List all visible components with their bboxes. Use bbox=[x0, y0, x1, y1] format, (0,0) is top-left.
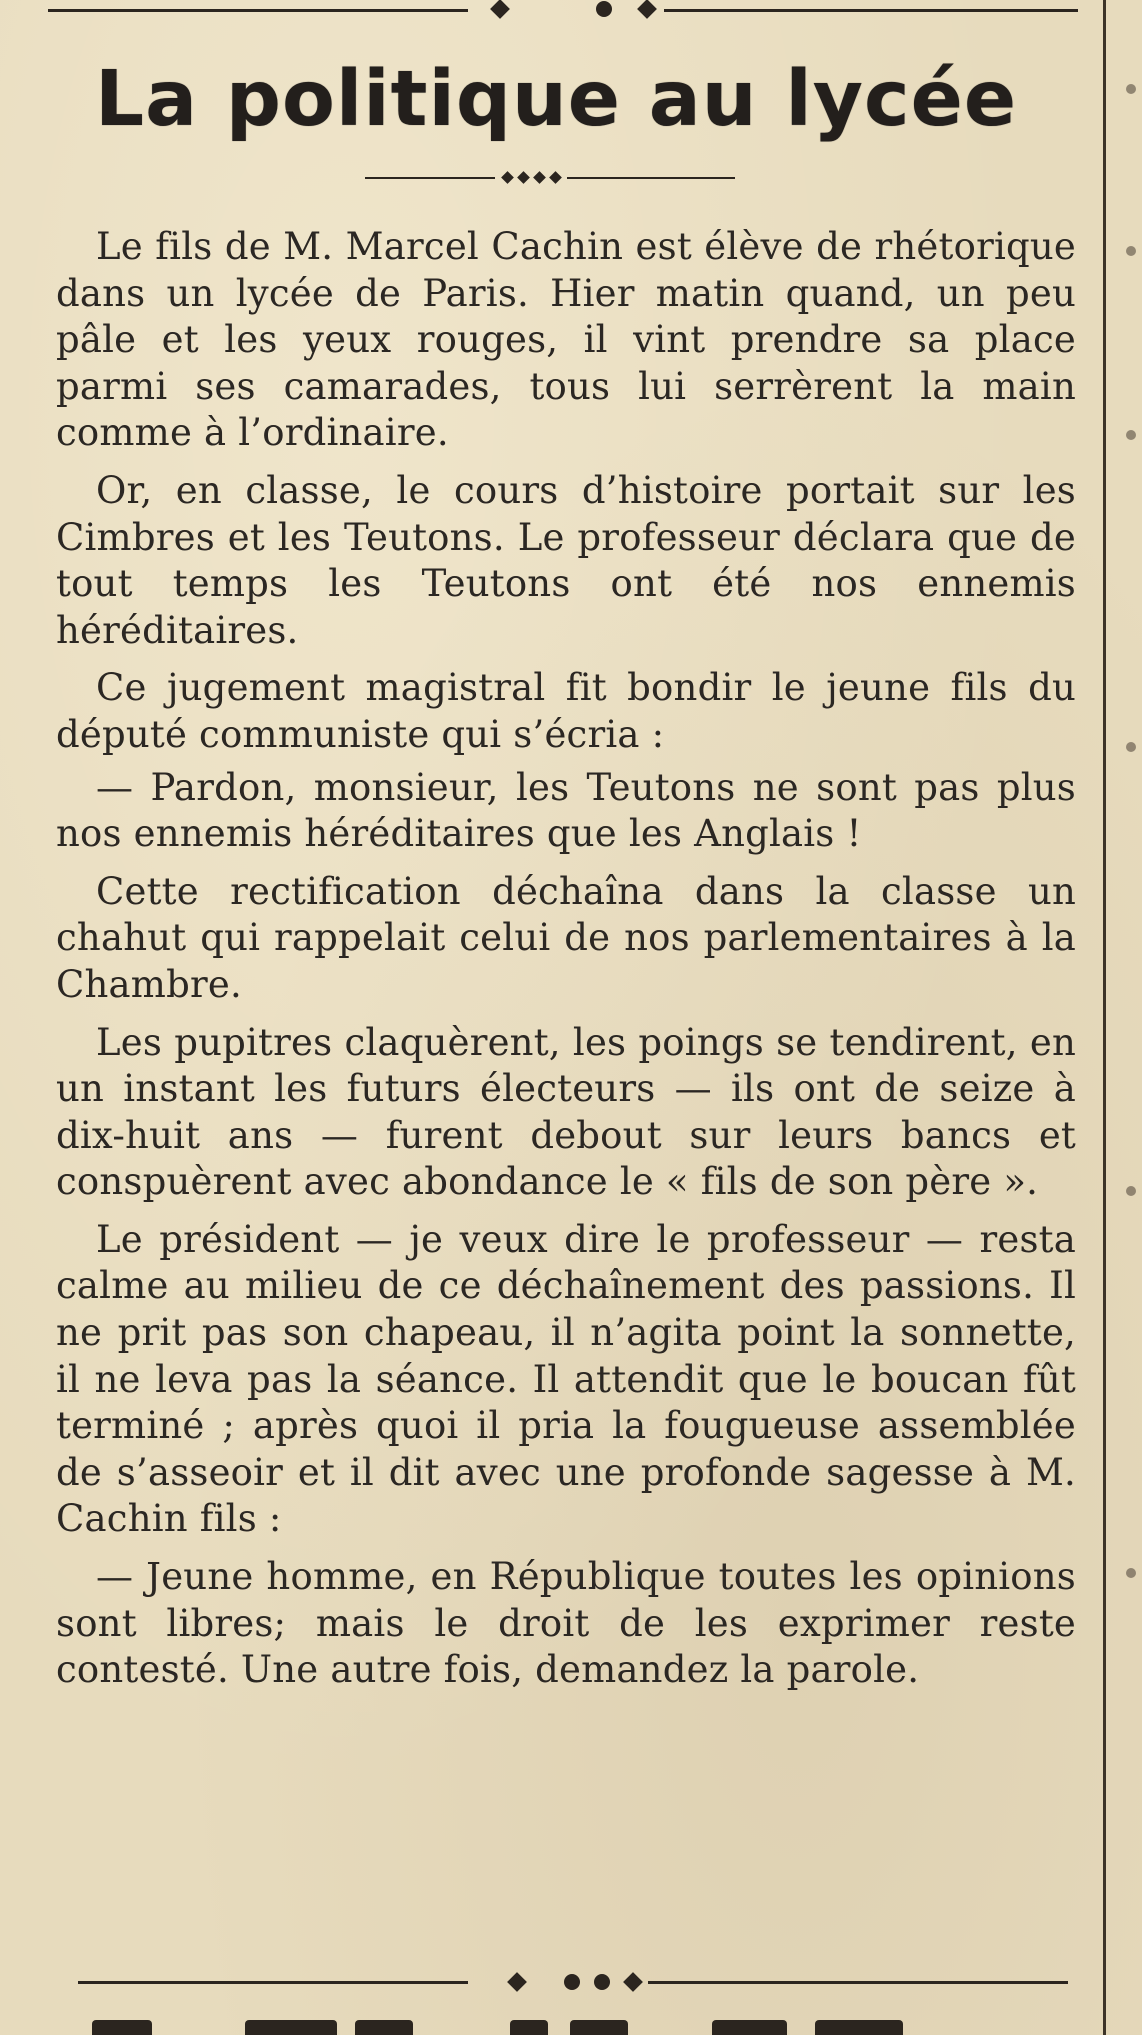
column-divider bbox=[1103, 0, 1106, 2035]
article-paragraph: Cette rectification déchaîna dans la classe un chahut qui rappelait celui de nos parlementaires à la Chambre. bbox=[56, 869, 1076, 1006]
bottom-ornament-rule bbox=[78, 1972, 1068, 1994]
adjacent-column-fragment bbox=[1120, 0, 1142, 2035]
title-separator bbox=[365, 170, 735, 186]
article-title: La politique au lycée bbox=[95, 55, 1018, 144]
article-paragraph: Le fils de M. Marcel Cachin est élève de rhétorique dans un lycée de Paris. Hier matin quand, un peu pâle et les yeux rouges, il vint prendre sa place parmi ses camarades, tous lui serrèrent la main comme à l’ordinaire. bbox=[56, 225, 1076, 455]
article-paragraph: — Pardon, monsieur, les Teutons ne sont pas plus nos ennemis héréditaires que les Anglais ! bbox=[56, 765, 1076, 856]
article-paragraph: Or, en classe, le cours d’histoire portait sur les Cimbres et les Teutons. Le professeur déclara que de tout temps les Teutons ont été nos ennemis héréditaires. bbox=[56, 468, 1076, 652]
article-body bbox=[56, 224, 1076, 1705]
article-paragraph: — Jeune homme, en République toutes les opinions sont libres; mais le droit de les exprimer reste contesté. Une autre fois, demandez la parole. bbox=[56, 1555, 1076, 1692]
article-paragraph: Le président — je veux dire le professeur — resta calme au milieu de ce déchaînement des passions. Il ne prit pas son chapeau, il n’agita point la sonnette, il ne leva pas la séance. Il attendit que le boucan fût terminé ; après quoi il pria la fougueuse assemblée de s’asseoir et il dit avec une profonde sagesse à M. Cachin fils : bbox=[56, 1217, 1076, 1541]
next-article-heading-fragment bbox=[70, 2012, 1070, 2035]
top-ornament-rule bbox=[48, 0, 1078, 24]
article-paragraph: Les pupitres claquèrent, les poings se tendirent, en un instant les futurs électeurs — ils ont de seize à dix-huit ans — furent debout sur leurs bancs et conspuèrent avec abondance le « fils de son père ». bbox=[56, 1020, 1076, 1204]
article-paragraph: Ce jugement magistral fit bondir le jeune fils du député communiste qui s’écria : bbox=[56, 666, 1076, 756]
